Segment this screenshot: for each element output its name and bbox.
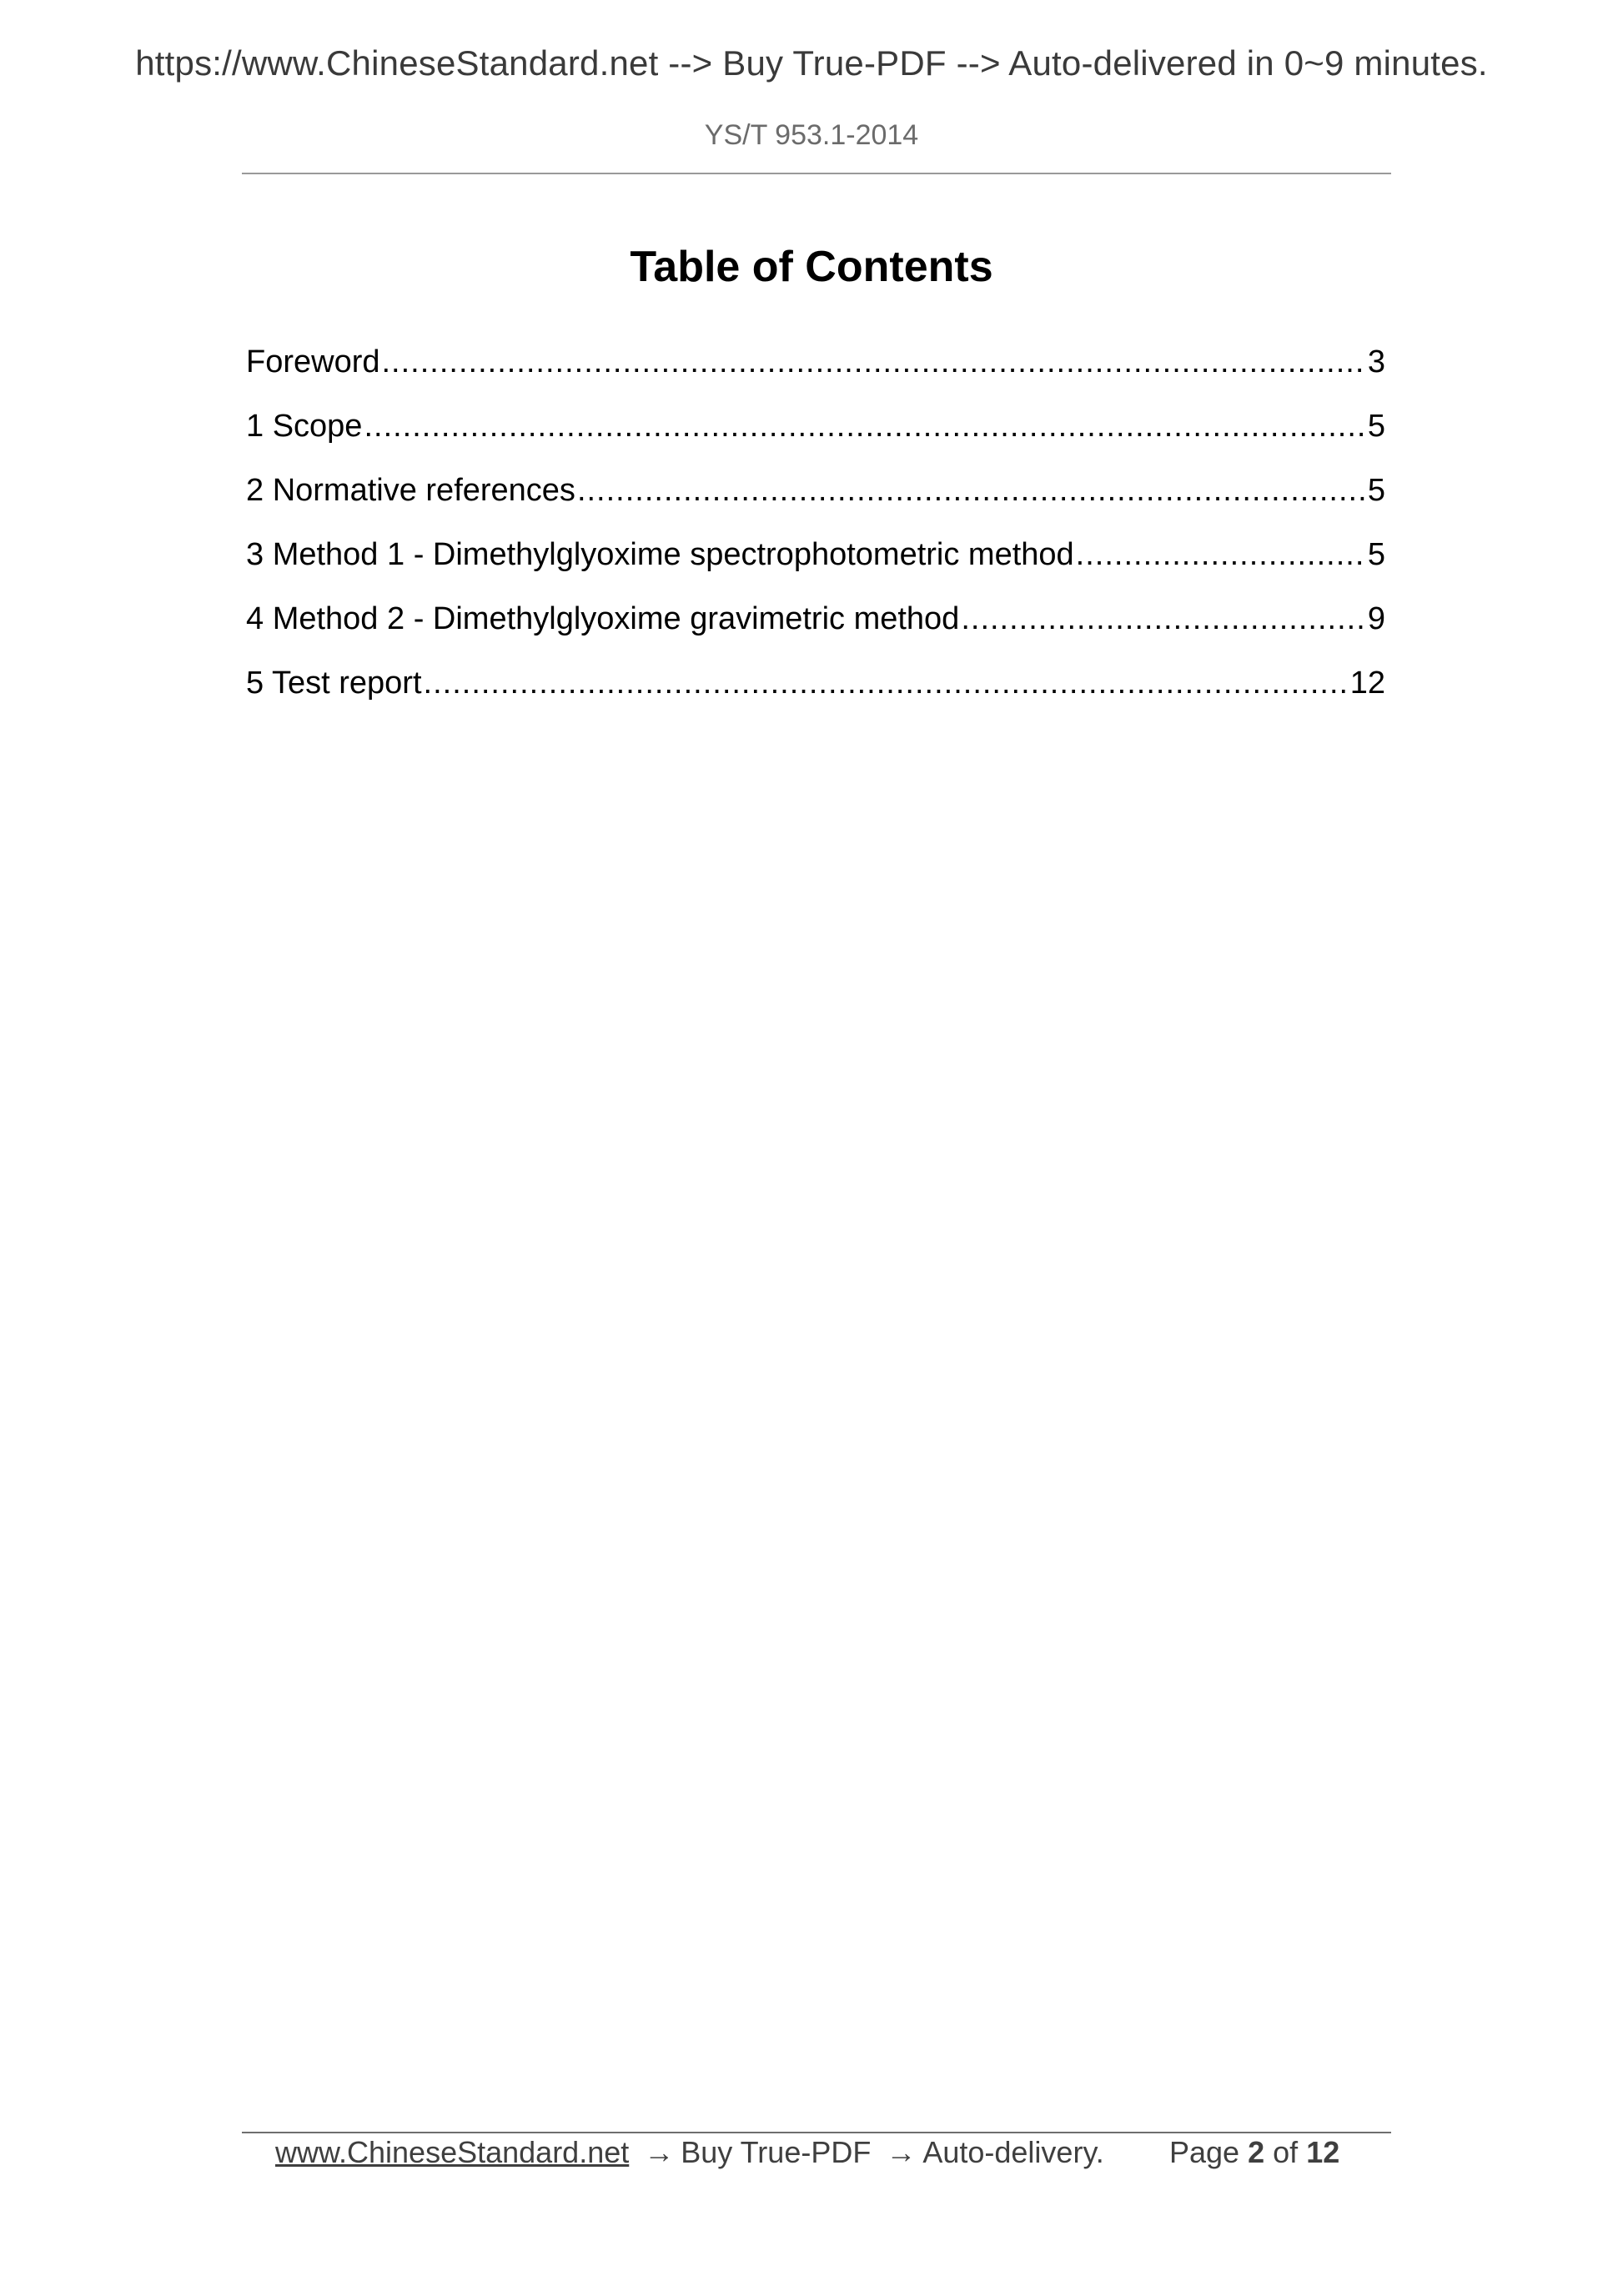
toc-entry-label: 3 Method 1 - Dimethylglyoxime spectrophotometric method — [246, 537, 1074, 572]
toc-entry-page: 5 — [1367, 537, 1385, 572]
toc-leader-dots — [577, 469, 1366, 512]
toc-entry-normative-references[interactable] — [246, 469, 1385, 533]
footer-buy-text: Buy True-PDF — [681, 2135, 872, 2169]
toc-leader-dots — [424, 661, 1349, 705]
toc-entry-label: 5 Test report — [246, 666, 422, 701]
toc-entry-label: 4 Method 2 - Dimethylglyoxime gravimetric method — [246, 601, 960, 636]
toc-entry-foreword[interactable] — [246, 340, 1385, 404]
arrow-right-icon: → — [644, 2135, 675, 2169]
toc-entry-test-report[interactable] — [246, 661, 1385, 726]
footer-divider — [242, 2132, 1391, 2133]
toc-entry-method-1[interactable] — [246, 533, 1385, 597]
toc-leader-dots — [1076, 533, 1366, 576]
footer-website-link[interactable]: www.ChineseStandard.net — [275, 2135, 630, 2169]
top-banner: https://www.ChineseStandard.net --> Buy True-PDF --> Auto-delivered in 0~9 minutes. — [135, 43, 1488, 83]
page-indicator — [1169, 2135, 1339, 2170]
toc-entry-page: 9 — [1367, 601, 1385, 636]
footer-delivery-text: Auto-delivery. — [922, 2135, 1104, 2169]
toc-entry-page: 5 — [1367, 473, 1385, 508]
toc-entry-method-2[interactable] — [246, 597, 1385, 661]
of-word: of — [1273, 2135, 1299, 2169]
toc-leader-dots — [382, 340, 1366, 384]
toc-leader-dots — [961, 597, 1366, 641]
toc-entry-label: 1 Scope — [246, 409, 363, 444]
toc-title: Table of Contents — [630, 243, 993, 291]
toc-entry-page: 12 — [1349, 666, 1385, 701]
document-code: YS/T 953.1-2014 — [704, 119, 919, 151]
arrow-right-icon: → — [886, 2135, 917, 2169]
current-page-number: 2 — [1248, 2135, 1265, 2169]
toc-entry-label: 2 Normative references — [246, 473, 575, 508]
header-divider — [242, 173, 1391, 174]
table-of-contents — [246, 340, 1385, 726]
toc-entry-label: Foreword — [246, 344, 380, 379]
total-page-number: 12 — [1306, 2135, 1340, 2169]
toc-leader-dots — [364, 404, 1365, 448]
toc-entry-scope[interactable] — [246, 404, 1385, 469]
page-word: Page — [1169, 2135, 1240, 2169]
toc-entry-page: 3 — [1367, 344, 1385, 379]
page-footer — [275, 2135, 1359, 2170]
toc-entry-page: 5 — [1367, 409, 1385, 444]
